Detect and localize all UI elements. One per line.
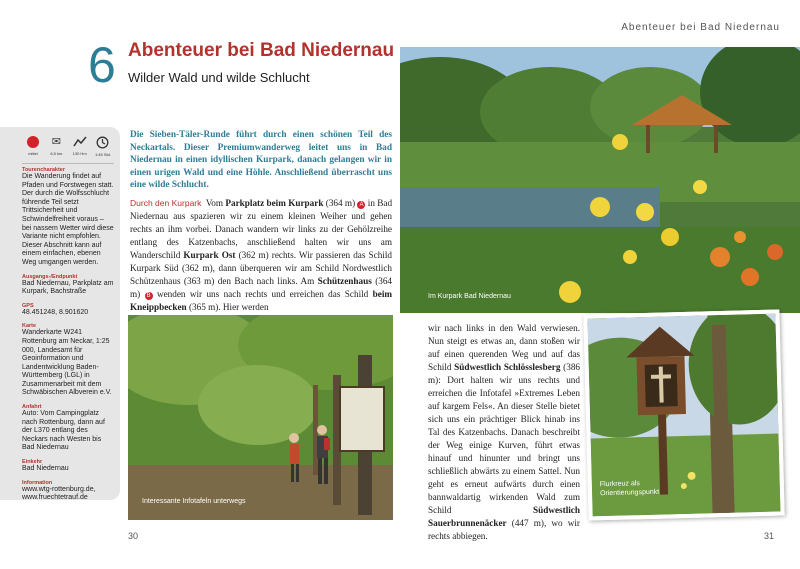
info-text: 48.451248, 8.901620: [22, 308, 89, 316]
waypoint-name: Südwestlich Sauerbrunnenäcker: [428, 505, 580, 528]
stat-distance: [45, 136, 67, 157]
text: in Bad Niedernau aus spazieren wir zu einem kleinen Weiher und gehen rechts an ihm vorbei. Danach wandern wir links zu der Gehölzreihe entlang des Katzenbachs, anschließend halten wir uns am Wanderschild: [130, 198, 393, 260]
section-lead: Durch den Kurpark: [130, 198, 202, 208]
tour-stats: [22, 136, 114, 157]
text: (362 m) rechts. Wir passieren das Schild Kurpark Süd (362 m), dann überqueren wir am Schild Nordwestlich Schützenhaus (363 m) den Bach nach links. Am: [130, 250, 393, 286]
info-text: www.wtg-rottenburg.de, www.fruechtetrauf.de: [22, 485, 96, 502]
waypoint-name: Parkplatz beim Kurpark: [225, 198, 324, 208]
stat-duration: [92, 136, 114, 157]
waypoint-name: Kurpark Ost: [183, 250, 236, 260]
chapter-number: 6: [88, 37, 116, 93]
divider: [22, 163, 114, 164]
tour-info-box: [0, 127, 120, 500]
chapter-subtitle: Wilder Wald und wilde Schlucht: [128, 70, 310, 85]
waypoint-marker-b: B: [146, 293, 151, 299]
text: (386 m): Dort halten wir uns rechts und erreichen die Infotafel »Extremes Leben auf kargem Fels«. An dieser Stelle bietet sich uns ein prächtiger Blick hinab ins Tal des Katzenbachs. Danach beschreibt der Weg einige Kurven, führt etwas hinauf und hinunter und bringt uns schließlich abwärts zu einem Sattel. Nun geht es erneut aufwärts durch einen bannwaldartig wirkenden Wald zum Schild: [428, 362, 581, 515]
text: (365 m). Hier werden: [188, 302, 269, 312]
info-anfahrt: [22, 404, 114, 453]
info-heading: Tourencharakter: [22, 167, 65, 173]
waypoint-marker-a: A: [359, 202, 364, 208]
ascent-icon: [73, 136, 87, 148]
info-information: [22, 480, 114, 503]
info-heading: Ausgangs-/Endpunkt: [22, 273, 78, 280]
kurpark-illustration: [400, 47, 800, 313]
photo-infotafeln: [128, 315, 393, 520]
info-text: Bad Niedernau: [22, 465, 69, 473]
page-number-left: 30: [128, 531, 139, 541]
stat-label: mittel: [28, 151, 38, 156]
info-text: Die Wanderung findet auf Pfaden und Forstwegen statt. Der durch die Wolfsschlucht führende Teil setzt Trittsicherheit und Schwindelfreiheit voraus – bei nassem Wetter wird diese Variante nicht empfohlen. Dieser Abschnitt kann auf einem einfachen, ebenen Weg umgangen werden.: [22, 173, 114, 266]
waypoint-name: Schützenhaus: [317, 276, 372, 286]
waypoint-name: Südwestlich Schlösslesberg: [454, 362, 561, 372]
running-header: Abenteuer bei Bad Niedernau: [621, 22, 780, 33]
text: Vom: [205, 198, 224, 208]
chapter-title: Abenteuer bei Bad Niedernau: [128, 40, 395, 61]
info-heading: Einkehr: [22, 459, 43, 466]
photo-caption: Flurkreuz als Orientierungspunkt: [599, 480, 660, 498]
info-start: [22, 274, 114, 297]
stat-difficulty: [22, 136, 44, 157]
difficulty-dot-icon: [27, 136, 39, 148]
photo-caption: Interessante Infotafeln unterwegs: [142, 498, 246, 505]
text: wenden wir uns nach rechts und erreichen das Schild: [156, 289, 369, 299]
stat-label: 130 Hm: [72, 151, 87, 156]
info-karte: [22, 323, 114, 398]
info-einkehr: [22, 459, 114, 474]
stat-ascent: [69, 136, 91, 157]
intro-paragraph: Die Sieben-Täler-Runde führt durch einen schönen Teil des Neckartals. Dieser Premiumwanderweg leitet uns in Bad Niedernau in einen idyllischen Kurpark, danach gelangen wir in einen urigen Wald und eine Höhle. Anschließend überrascht uns eine wilde Schlucht.: [130, 130, 392, 191]
hiker-icon: ✉: [51, 136, 61, 148]
text: (364 m): [130, 276, 393, 299]
text: wir nach links in den Wald verwiesen. Nun steigt es etwas an, dann stoßen wir auf einen querenden Weg und auf das Schild: [428, 323, 580, 372]
info-heading: Karte: [22, 323, 37, 330]
photo-flurkreuz: [583, 309, 784, 520]
info-tourencharakter: [22, 167, 114, 268]
info-gps: [22, 303, 114, 318]
text: (364 m): [325, 198, 356, 208]
photo-frame: [587, 314, 780, 517]
page-number-right: 31: [764, 531, 775, 541]
info-heading: Information: [22, 479, 53, 486]
stat-label: 1:45 Std.: [94, 152, 111, 157]
body-text-right: [428, 322, 580, 543]
photo-caption: Im Kurpark Bad Niedernau: [428, 293, 511, 300]
body-text-left: [130, 197, 392, 314]
info-text: Wanderkarte W241 Rottenburg am Neckar, 1:25 000, Landesamt für Geoinformation und Landentwicklung Baden-Württemberg (LGL) in Zusammenarbeit mit dem Schwäbischen Albverein e.V.: [22, 329, 112, 397]
waypoint-name: beim Kneippbecken: [130, 289, 393, 312]
stat-label: 6,5 km: [50, 151, 63, 156]
photo-kurpark: [400, 47, 800, 313]
text: (447 m), wo wir rechts abbiegen.: [428, 518, 580, 541]
forest-illustration: [128, 315, 393, 520]
clock-icon: [96, 136, 109, 149]
info-heading: GPS: [22, 302, 34, 309]
info-heading: Anfahrt: [22, 404, 42, 411]
info-text: Bad Niedernau, Parkplatz am Kurpark, Bachstraße: [22, 279, 114, 296]
info-text: Auto: Vom Campingplatz nach Rottenburg, dann auf der L370 entlang des Neckars nach Westen bis Bad Niedernau: [22, 410, 105, 452]
